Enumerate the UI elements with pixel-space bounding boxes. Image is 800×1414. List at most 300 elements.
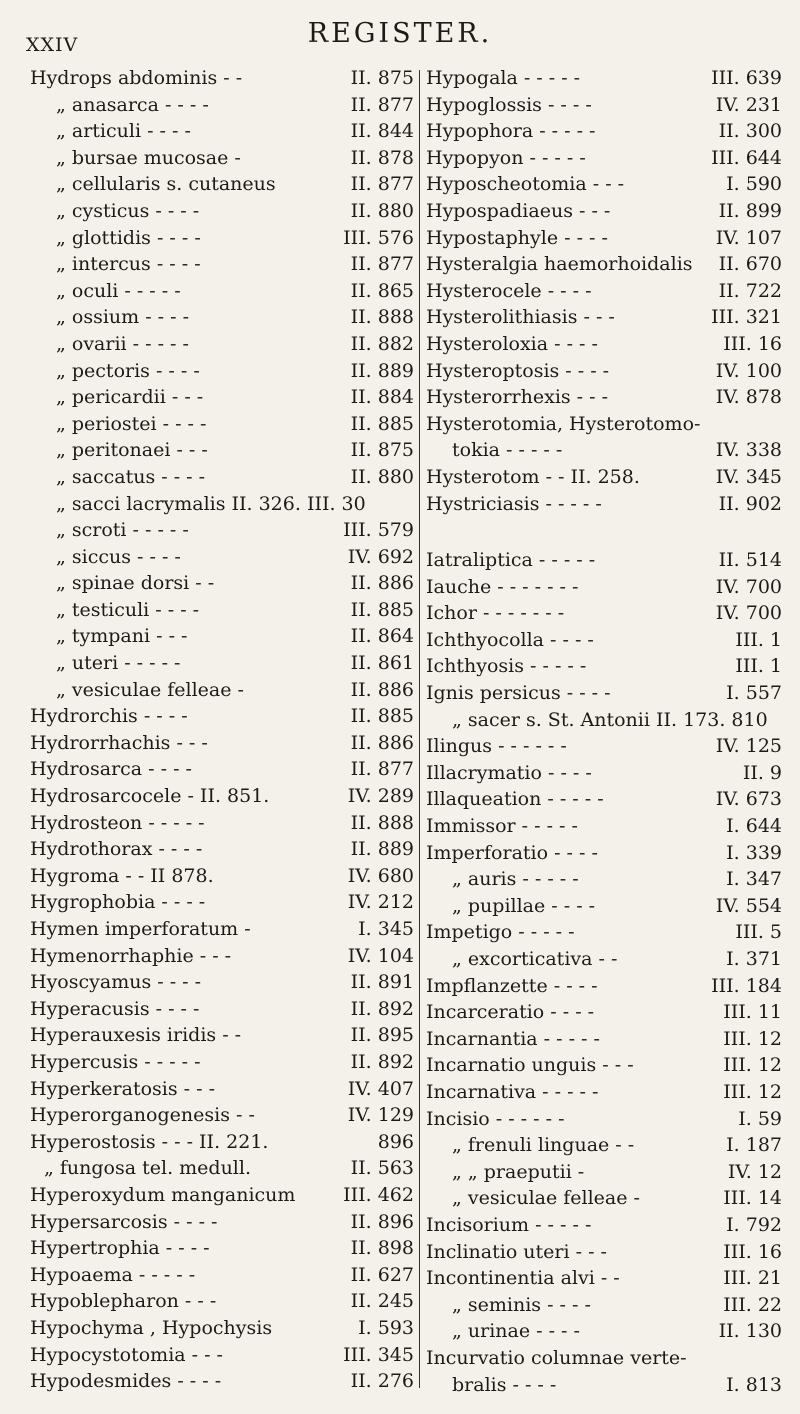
index-entry [30, 384, 416, 411]
entry-reference: II. 722 [718, 279, 782, 302]
entry-term: Hydrosarcocele - II. 851. [30, 785, 270, 808]
entry-reference: II. 514 [718, 549, 782, 572]
entry-reference: 896 [377, 1130, 414, 1153]
entry-term: Incarnatio unguis - - - [426, 1054, 634, 1077]
entry-term: Hypoglossis - - - - [426, 93, 592, 116]
entry-term: tokia - - - - - [452, 439, 563, 462]
entry-reference: IV. 107 [715, 226, 782, 249]
entry-term: Hyperoxydum manganicum [30, 1183, 296, 1206]
index-entry [30, 1368, 416, 1395]
entry-term: Immissor - - - - - [426, 815, 578, 838]
index-entry [30, 623, 416, 650]
entry-term: „ sacer s. St. Antonii II. 173. 810 [452, 708, 768, 731]
entry-term: „ pupillae - - - - [452, 894, 596, 917]
index-entry [426, 653, 782, 680]
index-entry [30, 411, 416, 438]
entry-reference: I. 590 [726, 173, 782, 196]
entry-reference: II. 886 [350, 572, 414, 595]
entry-term: Hydrorchis - - - - [30, 705, 188, 728]
entry-reference: IV. 289 [347, 785, 414, 808]
index-entry [30, 331, 416, 358]
entry-reference: II. 627 [350, 1263, 414, 1286]
entry-term: Hypocystotomia - - - [30, 1343, 223, 1366]
entry-term: „ pectoris - - - - [56, 359, 200, 382]
column-divider [419, 70, 420, 1388]
index-entry [30, 517, 416, 544]
entry-reference: I. 644 [726, 815, 782, 838]
entry-term: Imperforatio - - - - [426, 841, 598, 864]
index-entry [30, 92, 416, 119]
index-entry [30, 943, 416, 970]
entry-term: Hysterolithiasis - - - [426, 306, 615, 329]
entry-reference: II. 276 [350, 1370, 414, 1393]
index-entry [426, 893, 782, 920]
index-entry [426, 919, 782, 946]
entry-reference: II. 891 [350, 971, 414, 994]
entry-term: „ peritonaei - - - [56, 439, 208, 462]
index-entry [426, 1132, 782, 1159]
entry-reference: II. 130 [718, 1320, 782, 1343]
entry-term: Hygroma - - II 878. [30, 864, 214, 887]
index-entry [426, 304, 782, 331]
entry-term: „ cysticus - - - - [56, 199, 200, 222]
index-entry [426, 464, 782, 491]
entry-reference: II. 300 [718, 120, 782, 143]
index-entry [426, 251, 782, 278]
index-entry [426, 1079, 782, 1106]
entry-term: Hymenorrhaphie - - - [30, 944, 232, 967]
entry-reference: II. 880 [350, 465, 414, 488]
entry-term: Hydrops abdominis - - [30, 67, 243, 89]
entry-term: Illacrymatio - - - - [426, 761, 592, 784]
index-entry [30, 171, 416, 198]
entry-reference: II. 885 [350, 598, 414, 621]
entry-reference: II. 670 [718, 253, 782, 276]
entry-reference: IV. 680 [347, 864, 414, 887]
entry-term: „ uteri - - - - - [56, 652, 181, 675]
index-entry [30, 251, 416, 278]
index-entry [426, 145, 782, 172]
entry-reference: III. 184 [711, 974, 782, 997]
entry-reference: II. 885 [350, 705, 414, 728]
entry-term: Hypopyon - - - - - [426, 146, 586, 169]
index-entry [426, 1159, 782, 1186]
index-entry [426, 1185, 782, 1212]
index-entry [30, 810, 416, 837]
index-entry [30, 1102, 416, 1129]
entry-reference: II. 886 [350, 678, 414, 701]
entry-term: Incisio - - - - - - [426, 1107, 565, 1130]
entry-term: Incarnantia - - - - - [426, 1027, 600, 1050]
entry-term: „ tympani - - - [56, 625, 188, 648]
entry-reference: IV. 338 [715, 439, 782, 462]
index-entry [426, 278, 782, 305]
entry-term: Hygrophobia - - - - [30, 891, 206, 914]
index-entry [30, 783, 416, 810]
page-title: REGISTER. [307, 18, 493, 49]
entry-term: Ignis persicus - - - - [426, 682, 611, 705]
index-entry [30, 996, 416, 1023]
index-entry [426, 358, 782, 385]
entry-term: Hydrorrhachis - - - [30, 731, 208, 754]
index-entry [30, 437, 416, 464]
entry-term: „ vesiculae felleae - [452, 1187, 640, 1210]
index-entry [426, 1345, 782, 1372]
entry-term: Hysterorrhexis - - - [426, 386, 609, 409]
entry-reference: II. 885 [350, 412, 414, 435]
entry-term: Hyperkeratosis - - - [30, 1077, 215, 1100]
index-entry [426, 1052, 782, 1079]
entry-reference: III. 22 [723, 1293, 782, 1316]
index-entry [426, 707, 782, 734]
index-entry [30, 1288, 416, 1315]
entry-term: Hysterotomia, Hysterotomo- [426, 412, 701, 435]
entry-term: Hypogala - - - - - [426, 67, 581, 89]
entry-term: Hysterotom - - II. 258. [426, 465, 640, 488]
index-entry [426, 733, 782, 760]
entry-term: Ichor - - - - - - - [426, 602, 565, 625]
entry-term: „ siccus - - - - [56, 545, 181, 568]
entry-term: Hydrosteon - - - - - [30, 811, 205, 834]
index-entry [30, 677, 416, 704]
index-entry [30, 1262, 416, 1289]
index-entry [426, 198, 782, 225]
index-entry [426, 118, 782, 145]
entry-term: Hypersarcosis - - - - [30, 1210, 218, 1233]
entry-term: „ bursae mucosae - [56, 146, 241, 169]
entry-term: Hymen imperforatum - [30, 918, 251, 940]
entry-reference: III. 321 [711, 306, 782, 329]
entry-reference: II. 888 [350, 306, 414, 329]
index-entry [30, 703, 416, 730]
index-entry [426, 786, 782, 813]
entry-reference: II. 880 [350, 199, 414, 222]
entry-reference: III. 462 [343, 1183, 414, 1206]
index-entry [426, 1292, 782, 1319]
entry-term: Ilingus - - - - - - [426, 735, 567, 758]
entry-reference: IV. 407 [347, 1077, 414, 1100]
index-entry [426, 574, 782, 601]
entry-term: Hydrosarca - - - - [30, 758, 192, 781]
entry-term: Iatraliptica - - - - - [426, 549, 596, 572]
index-entry [426, 411, 782, 438]
entry-reference: I. 339 [726, 841, 782, 864]
index-entry [30, 1049, 416, 1076]
entry-term: „ testiculi - - - - [56, 598, 200, 621]
entry-reference: II. 878 [350, 146, 414, 169]
entry-reference: I. 187 [726, 1134, 782, 1157]
entry-reference: II. 877 [350, 253, 414, 276]
entry-reference: II. 865 [350, 279, 414, 302]
index-entry [30, 1315, 416, 1342]
entry-term: Hyoscyamus - - - - [30, 971, 202, 994]
left-index-column [30, 65, 416, 1395]
entry-reference: II. 899 [718, 199, 782, 222]
index-entry [426, 171, 782, 198]
index-entry [30, 1182, 416, 1209]
entry-term: Hystriciasis - - - - - [426, 492, 602, 515]
entry-term: bralis - - - - [452, 1373, 557, 1396]
entry-reference: III. 5 [735, 921, 782, 944]
entry-term: Hypertrophia - - - - [30, 1237, 210, 1260]
index-entry [30, 198, 416, 225]
entry-reference: I. 347 [726, 868, 782, 891]
page-header [0, 18, 800, 58]
index-entry [426, 225, 782, 252]
entry-reference: I. 371 [726, 948, 782, 970]
index-entry [426, 92, 782, 119]
entry-term: „ articuli - - - - [56, 120, 191, 143]
entry-reference: IV. 125 [715, 735, 782, 758]
page-number: XXIV [26, 34, 79, 56]
entry-term: „ pericardii - - - [56, 386, 204, 409]
index-entry [426, 491, 782, 518]
index-entry [426, 517, 782, 547]
entry-term: Hydrothorax - - - - [30, 838, 203, 861]
entry-reference: III. 11 [723, 1001, 782, 1024]
entry-reference: IV. 673 [715, 788, 782, 811]
entry-reference: II. 882 [350, 332, 414, 355]
entry-reference: I. 813 [726, 1373, 782, 1396]
index-entry [30, 1342, 416, 1369]
entry-reference: III. 16 [723, 1240, 782, 1263]
entry-term: „ saccatus - - - - [56, 465, 206, 488]
entry-reference: II. 884 [350, 386, 414, 409]
index-entry [426, 840, 782, 867]
entry-reference: IV. 12 [727, 1160, 782, 1183]
entry-term: Hysteralgia haemorhoidalis [426, 253, 693, 276]
entry-reference: II. 875 [350, 439, 414, 462]
index-entry [426, 1318, 782, 1345]
index-entry [30, 1129, 416, 1156]
entry-term: Hypochyma , Hypochysis [30, 1316, 273, 1339]
entry-reference: II. 892 [350, 997, 414, 1020]
index-entry [30, 304, 416, 331]
index-entry [30, 1076, 416, 1103]
entry-reference: I. 59 [738, 1107, 782, 1130]
entry-term: Hypophora - - - - - [426, 120, 596, 143]
entry-reference: IV. 692 [347, 545, 414, 568]
entry-term: „ anasarca - - - - [56, 93, 209, 116]
entry-reference: II. 889 [350, 359, 414, 382]
entry-term: „ frenuli linguae - - [452, 1134, 635, 1157]
entry-term: Hysteroptosis - - - - [426, 359, 610, 382]
entry-term: Hyperacusis - - - - [30, 997, 200, 1020]
index-entry [426, 760, 782, 787]
entry-reference: IV. 700 [715, 602, 782, 625]
entry-reference: II. 877 [350, 758, 414, 781]
entry-reference: II. 563 [350, 1157, 414, 1180]
entry-term: „ auris - - - - - [452, 868, 579, 891]
index-entry [426, 1106, 782, 1133]
index-entry [30, 464, 416, 491]
index-entry [426, 547, 782, 574]
entry-term: „ periostei - - - - [56, 412, 207, 435]
entry-term: Hyposcheotomia - - - [426, 173, 625, 196]
entry-term: Impetigo - - - - - [426, 921, 575, 944]
entry-reference: II. 861 [350, 652, 414, 675]
entry-term: Incisorium - - - - - [426, 1213, 592, 1236]
index-entry [30, 597, 416, 624]
entry-term: „ ossium - - - - [56, 306, 189, 329]
right-index-column [426, 65, 782, 1398]
entry-term: „ sacci lacrymalis II. 326. III. 30 [56, 492, 366, 515]
entry-reference: II. 898 [350, 1237, 414, 1260]
entry-term: Ichthyosis - - - - - [426, 655, 587, 678]
index-entry [30, 836, 416, 863]
index-entry [30, 225, 416, 252]
index-entry [426, 813, 782, 840]
entry-term: Hyperauxesis iridis - - [30, 1024, 242, 1047]
index-entry [30, 1022, 416, 1049]
entry-term: Hypodesmides - - - - [30, 1370, 222, 1393]
entry-term: „ vesiculae felleae - [56, 678, 244, 701]
index-entry [30, 118, 416, 145]
entry-reference: II. 877 [350, 173, 414, 196]
entry-term: „ ovarii - - - - - [56, 332, 189, 355]
entry-reference: II. 896 [350, 1210, 414, 1233]
index-entry [30, 650, 416, 677]
index-entry [426, 627, 782, 654]
index-entry [426, 384, 782, 411]
index-entry [30, 1235, 416, 1262]
entry-term: Hypostaphyle - - - - [426, 226, 608, 249]
entry-reference: III. 14 [723, 1187, 782, 1210]
entry-reference: II. 886 [350, 731, 414, 754]
index-entry [30, 358, 416, 385]
index-entry [426, 1372, 782, 1399]
entry-reference: II. 902 [718, 492, 782, 515]
entry-term: Incontinentia alvi - - [426, 1267, 620, 1290]
entry-reference: III. 345 [343, 1343, 414, 1366]
index-entry [426, 866, 782, 893]
index-entry [426, 680, 782, 707]
index-entry [426, 1026, 782, 1053]
entry-reference: I. 345 [358, 918, 414, 940]
index-entry [30, 730, 416, 757]
index-entry [426, 65, 782, 92]
entry-term: Incurvatio columnae verte- [426, 1346, 687, 1369]
index-entry [30, 1209, 416, 1236]
entry-term: „ scroti - - - - - [56, 519, 189, 542]
index-entry [426, 1239, 782, 1266]
index-entry [30, 756, 416, 783]
entry-reference: I. 593 [358, 1316, 414, 1339]
entry-reference: IV. 345 [715, 465, 782, 488]
entry-term: „ glottidis - - - - [56, 226, 201, 249]
entry-reference: III. 639 [711, 67, 782, 89]
entry-reference: IV. 878 [715, 386, 782, 409]
entry-term: „ excorticativa - - [452, 948, 618, 970]
entry-reference: II. 844 [350, 120, 414, 143]
index-entry [30, 278, 416, 305]
index-entry [30, 491, 416, 518]
index-entry [426, 946, 782, 973]
entry-term: „ oculi - - - - - [56, 279, 181, 302]
entry-reference: IV. 100 [715, 359, 782, 382]
entry-reference: II. 892 [350, 1050, 414, 1073]
entry-term: Impflanzette - - - - [426, 974, 598, 997]
index-entry [426, 1265, 782, 1292]
index-entry [30, 145, 416, 172]
entry-term: Hypospadiaeus - - - [426, 199, 611, 222]
entry-term: „ urinae - - - - [452, 1320, 580, 1343]
index-entry [30, 1155, 416, 1182]
entry-term: Hypercusis - - - - - [30, 1050, 201, 1073]
entry-reference: II. 245 [350, 1290, 414, 1313]
entry-term: Inclinatio uteri - - - [426, 1240, 607, 1263]
index-entry [426, 973, 782, 1000]
index-entry [426, 331, 782, 358]
index-entry [30, 969, 416, 996]
entry-reference: III. 12 [723, 1054, 782, 1077]
entry-reference: II. 888 [350, 811, 414, 834]
entry-reference: IV. 129 [347, 1104, 414, 1127]
entry-term: Hypoaema - - - - - [30, 1263, 196, 1286]
index-entry [426, 999, 782, 1026]
entry-reference: IV. 700 [715, 575, 782, 598]
entry-reference: III. 579 [343, 519, 414, 542]
entry-term: Incarnativa - - - - - [426, 1080, 599, 1103]
entry-reference: III. 1 [735, 655, 782, 678]
entry-term: Hyperostosis - - - II. 221. [30, 1130, 269, 1153]
index-entry [30, 863, 416, 890]
index-entry [30, 65, 416, 92]
index-entry [30, 570, 416, 597]
entry-term: „ intercus - - - - [56, 253, 201, 276]
entry-reference: II. 9 [742, 761, 782, 784]
entry-reference: IV. 104 [347, 944, 414, 967]
entry-term: Ichthyocolla - - - - [426, 628, 594, 651]
entry-term: „ cellularis s. cutaneus [56, 173, 276, 196]
entry-reference: II. 877 [350, 93, 414, 116]
entry-term: „ spinae dorsi - - [56, 572, 215, 595]
index-entry [30, 889, 416, 916]
entry-reference: III. 12 [723, 1027, 782, 1050]
entry-reference: II. 895 [350, 1024, 414, 1047]
entry-reference: II. 864 [350, 625, 414, 648]
entry-reference: III. 12 [723, 1080, 782, 1103]
index-entry [30, 544, 416, 571]
entry-term: Hysterocele - - - - [426, 279, 592, 302]
entry-reference: II. 889 [350, 838, 414, 861]
entry-term: Hysteroloxia - - - - [426, 332, 598, 355]
index-entry [426, 437, 782, 464]
entry-term: Iauche - - - - - - - [426, 575, 579, 598]
entry-reference: III. 1 [735, 628, 782, 651]
entry-reference: II. 875 [350, 67, 414, 89]
index-entry [426, 600, 782, 627]
entry-reference: IV. 212 [347, 891, 414, 914]
entry-reference: IV. 231 [715, 93, 782, 116]
entry-term: Illaqueation - - - - - [426, 788, 604, 811]
entry-term: Hypoblepharon - - - [30, 1290, 217, 1313]
index-entry [426, 1212, 782, 1239]
entry-reference: IV. 554 [715, 894, 782, 917]
entry-term: „ fungosa tel. medull. [44, 1157, 251, 1180]
entry-reference: I. 792 [726, 1213, 782, 1236]
entry-term: Incarceratio - - - - [426, 1001, 595, 1024]
entry-term: „ seminis - - - - [452, 1293, 591, 1316]
entry-reference: I. 557 [726, 682, 782, 705]
entry-reference: III. 644 [711, 146, 782, 169]
entry-reference: III. 16 [723, 332, 782, 355]
index-entry [30, 916, 416, 943]
entry-term: „ „ praeputii - [452, 1160, 585, 1183]
entry-reference: III. 21 [723, 1267, 782, 1290]
entry-reference: III. 576 [343, 226, 414, 249]
entry-term: Hyperorganogenesis - - [30, 1104, 255, 1127]
